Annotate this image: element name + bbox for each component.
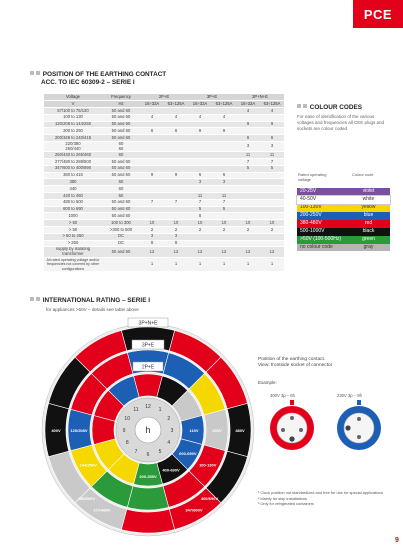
table-cell: 57/100 to 75/130 <box>44 108 102 115</box>
footnote: ³ Only for refrigerated containers <box>258 501 315 506</box>
table-cell <box>140 186 164 193</box>
table-cell: 12 <box>140 247 164 257</box>
colour-code-voltage: 200-250V <box>300 211 322 218</box>
table-cell: 50 and 60 <box>102 121 140 128</box>
table-cell: 50 and 60 <box>102 172 140 179</box>
table-cell: 50 and 60 <box>102 159 140 166</box>
table-cell <box>236 186 260 193</box>
table-cell <box>188 108 212 115</box>
position-text <box>258 357 378 369</box>
colour-code-voltage: no colour code <box>300 243 333 250</box>
plug-illustrations <box>262 400 392 465</box>
colour-code-voltage: 40-50V <box>300 195 317 202</box>
table-cell: 250/440 to 265/460 <box>44 152 102 159</box>
footnote: ² Mainly for ship installations <box>258 495 307 501</box>
table-cell <box>164 179 188 186</box>
table-row <box>44 227 284 234</box>
colour-code-name: green <box>362 235 375 242</box>
table-cell <box>188 152 212 159</box>
table-cell <box>164 108 188 115</box>
table-cell: 480 to 500 <box>44 199 102 206</box>
table-units <box>44 101 284 108</box>
unit-cell: 63÷125A <box>164 101 188 108</box>
table-cell: 277/480 to 288/500 <box>44 159 102 166</box>
clock-number: 9 <box>122 428 126 434</box>
table-cell: DC <box>102 233 140 240</box>
table-cell: 2 <box>140 227 164 234</box>
table-cell: 6 <box>212 172 236 179</box>
colour-code-row <box>297 228 390 236</box>
table-cell <box>260 199 284 206</box>
colour-code-name: violet <box>362 188 375 194</box>
table-cell <box>236 206 260 213</box>
ring-label: 230V <box>212 427 222 433</box>
table-cell: 10 <box>260 220 284 227</box>
table-row <box>44 179 284 186</box>
table-cell: supply by isolating transformer <box>44 247 102 257</box>
table-cell: 120/208 to 144/250 <box>44 121 102 128</box>
colour-code-row <box>297 244 390 252</box>
table-row <box>44 121 284 128</box>
table-cell: 1000 <box>44 213 102 220</box>
colour-code-row <box>297 220 390 228</box>
table-cell: 50 and 60 <box>102 213 140 220</box>
international-subtitle: for appliances >50V – details see table above <box>46 307 139 312</box>
unit-cell: V <box>44 101 102 108</box>
colour-code-name: red <box>364 219 373 226</box>
table-cell: 11 <box>212 193 236 200</box>
table-cell: 7 <box>212 199 236 206</box>
colour-code-voltage: 20-25V <box>300 188 317 194</box>
colour-code-list <box>297 188 390 252</box>
table-cell: 9 <box>260 121 284 128</box>
table-cell: 10 <box>140 220 164 227</box>
colour-code-row <box>297 188 390 196</box>
table-cell <box>260 213 284 220</box>
table-row <box>44 206 284 213</box>
earthing-title-line1: POSITION OF THE EARTHING CONTACT <box>42 71 167 78</box>
international-rating-diagram <box>0 310 260 550</box>
table-cell: 7 <box>188 199 212 206</box>
table-row <box>44 152 284 159</box>
earthing-table <box>44 94 284 272</box>
table-row <box>44 172 284 179</box>
table-cell <box>260 193 284 200</box>
unit-cell: 16÷32A <box>236 101 260 108</box>
table-cell: 6 <box>236 135 260 142</box>
colour-codes-text: For ease of identification of the various voltages and frequencies all CEE plugs and sockets are colour coded. <box>297 114 385 131</box>
table-cell <box>212 240 236 247</box>
table-row <box>44 199 284 206</box>
table-cell <box>212 152 236 159</box>
table-cell: 60 <box>102 152 140 159</box>
table-cell <box>212 165 236 172</box>
table-cell: >300 to 500 <box>102 227 140 234</box>
table-cell: 12 <box>236 247 260 257</box>
clock-number: 4 <box>167 440 171 446</box>
plug-blue-230v <box>337 400 381 450</box>
table-cell: 50 and 60 <box>102 206 140 213</box>
unit-cell: Hz <box>102 101 140 108</box>
table-cell <box>260 233 284 240</box>
table-cell: 60 <box>102 186 140 193</box>
table-cell: 6 <box>140 128 164 135</box>
table-cell: 3 <box>236 142 260 152</box>
table-cell <box>236 199 260 206</box>
table-cell <box>140 121 164 128</box>
table-cell <box>164 165 188 172</box>
table-cell <box>140 159 164 166</box>
colour-codes-title <box>297 104 362 111</box>
table-cell <box>140 213 164 220</box>
table-cell <box>188 233 212 240</box>
table-cell: 50 and 60 <box>102 128 140 135</box>
table-cell <box>260 172 284 179</box>
clock-number: 3 <box>170 428 174 434</box>
table-cell <box>164 206 188 213</box>
table-cell <box>140 152 164 159</box>
table-cell <box>236 213 260 220</box>
ring-label: 600-690V <box>179 450 197 456</box>
table-row <box>44 142 284 152</box>
table-cell <box>188 142 212 152</box>
table-cell: 8 <box>188 213 212 220</box>
table-cell: 11 <box>188 193 212 200</box>
table-cell <box>236 193 260 200</box>
ring-label: 277/480V <box>93 507 111 513</box>
table-cell: 100 to 130 <box>44 114 102 121</box>
table-cell: 50 and 60 <box>102 114 140 121</box>
table-cell <box>164 135 188 142</box>
table-cell: 9 <box>164 172 188 179</box>
table-cell <box>212 108 236 115</box>
table-row <box>44 186 284 193</box>
ring-label: 100-130V <box>199 462 217 468</box>
table-cell: 4 <box>140 114 164 121</box>
table-cell <box>236 128 260 135</box>
table-cell <box>212 121 236 128</box>
table-cell <box>236 240 260 247</box>
table-row <box>44 159 284 166</box>
table-cell <box>140 206 164 213</box>
table-cell <box>164 152 188 159</box>
table-cell: 4 <box>164 114 188 121</box>
table-cell <box>164 159 188 166</box>
plug-red-400v <box>270 400 314 450</box>
table-cell <box>260 186 284 193</box>
ring-label: 288/500V <box>77 496 96 502</box>
table-row <box>44 114 284 121</box>
table-cell <box>236 172 260 179</box>
table-cell: 1 <box>188 257 212 272</box>
ring-segment <box>127 486 168 510</box>
table-cell: 12 <box>188 247 212 257</box>
table-cell: 8 <box>140 240 164 247</box>
table-cell <box>188 240 212 247</box>
table-cell <box>188 186 212 193</box>
ring-label: 200-250V <box>139 473 157 479</box>
unit-cell: 16÷32A <box>140 101 164 108</box>
table-row <box>44 240 284 247</box>
ring-label: 400V <box>51 427 61 433</box>
table-cell: 4 <box>236 108 260 115</box>
table-cell: 3 <box>260 142 284 152</box>
table-cell: 380 to 415 <box>44 172 102 179</box>
table-cell: 6 <box>164 128 188 135</box>
table-cell: 5 <box>236 165 260 172</box>
table-row <box>44 108 284 115</box>
colour-code-name: gray <box>363 243 374 250</box>
table-cell: 7 <box>164 199 188 206</box>
header-voltage: Voltage <box>44 94 102 101</box>
unit-cell: 16÷32A <box>188 101 212 108</box>
table-cell <box>260 206 284 213</box>
unit-cell: 63÷125A <box>212 101 236 108</box>
table-cell <box>140 135 164 142</box>
table-row <box>44 247 284 257</box>
ring-label: 480V <box>235 427 245 433</box>
clock-number: 10 <box>124 416 130 422</box>
earthing-title-line2: ACC. TO IEC 60309-2 – SERIE I <box>41 79 135 86</box>
table-cell: 4 <box>188 114 212 121</box>
international-title-text: INTERNATIONAL RATING – SERIE I <box>42 297 151 304</box>
table-cell: 11 <box>260 152 284 159</box>
table-row <box>44 165 284 172</box>
table-row <box>44 128 284 135</box>
position-text-line2: View: frontside socket of connector <box>258 363 333 369</box>
table-cell: All rated operating voltage and/or frequencies not covered by other configurations <box>44 257 102 272</box>
header-3pne: 3P+N+E <box>236 94 284 101</box>
table-cell: 440 to 460 <box>44 193 102 200</box>
table-cell: 6 <box>188 172 212 179</box>
table-cell: 50 and 60 <box>102 135 140 142</box>
table-cell <box>188 165 212 172</box>
colour-head-colour: Colour code <box>352 172 374 177</box>
table-cell: 3 <box>164 233 188 240</box>
table-cell <box>212 186 236 193</box>
table-cell: 11 <box>236 152 260 159</box>
table-row <box>44 135 284 142</box>
table-cell: 50 and 60 <box>102 199 140 206</box>
colour-code-row <box>297 212 390 220</box>
table-cell: 10 <box>212 220 236 227</box>
table-cell: 6 <box>260 135 284 142</box>
table-cell <box>140 193 164 200</box>
colour-code-row <box>297 236 390 244</box>
ring-label: 347/600V <box>185 507 203 513</box>
colour-code-name: yellow <box>361 203 376 210</box>
table-cell: > 50 <box>44 227 102 234</box>
table-cell: 9 <box>212 128 236 135</box>
clock-number: 1 <box>158 407 162 414</box>
table-cell: 10 <box>236 220 260 227</box>
table-cell: 2 <box>260 227 284 234</box>
table-cell: 1 <box>164 257 188 272</box>
table-cell <box>188 159 212 166</box>
table-cell: DC <box>102 240 140 247</box>
table-cell: 50 and 60 <box>102 247 140 257</box>
clock-number: 8 <box>125 440 129 446</box>
table-cell: 600 to 690 <box>44 206 102 213</box>
table-cell: > 50 to 250 <box>44 233 102 240</box>
table-cell: 9 <box>188 128 212 135</box>
table-cell: 3 <box>188 179 212 186</box>
colour-code-voltage: 100-130V <box>300 203 322 210</box>
table-cell <box>164 121 188 128</box>
page-number: 9 <box>395 537 399 544</box>
table-cell: 8 <box>164 240 188 247</box>
footnote: ¹ Clock position not standardized and free for use for special applications <box>258 490 384 495</box>
table-cell: 60 <box>102 179 140 186</box>
table-cell: 60 <box>102 193 140 200</box>
table-row <box>44 257 284 272</box>
table-cell: 2 <box>212 227 236 234</box>
table-cell: 7 <box>140 199 164 206</box>
table-cell: 50 and 60 <box>102 108 140 115</box>
colour-code-voltage: 500-1000V <box>300 227 325 234</box>
table-cell: 380 <box>44 179 102 186</box>
table-cell: > 250 <box>44 240 102 247</box>
table-cell <box>260 128 284 135</box>
table-cell <box>140 142 164 152</box>
center-label: h <box>145 425 151 435</box>
table-cell: 440 <box>44 186 102 193</box>
ring-label: 400-690V <box>162 467 180 473</box>
header-2pe: 2P+E <box>140 94 188 101</box>
table-cell: 3 <box>212 179 236 186</box>
table-cell <box>164 193 188 200</box>
table-cell: 7 <box>236 159 260 166</box>
table-cell: 2 <box>236 227 260 234</box>
table-cell <box>140 108 164 115</box>
plug-label-400v: 400V 3p – 6h <box>270 393 295 398</box>
table-cell: 10 <box>164 220 188 227</box>
table-cell <box>236 179 260 186</box>
table-cell: 200 to 250 <box>44 128 102 135</box>
table-cell: 220/380 250/440 <box>44 142 102 152</box>
ring-label: 400/690V <box>200 496 219 502</box>
international-title <box>30 297 150 305</box>
table-cell: 100 to 300 <box>102 220 140 227</box>
table-row <box>44 193 284 200</box>
table-cell: 10 <box>188 220 212 227</box>
clock-number: 2 <box>167 416 171 422</box>
table-row <box>44 213 284 220</box>
header-frequency: Frequency <box>102 94 140 101</box>
table-cell: 12 <box>212 247 236 257</box>
table-cell: 2 <box>188 227 212 234</box>
table-cell: 60 60 <box>102 142 140 152</box>
footnotes <box>258 490 398 507</box>
table-cell <box>212 159 236 166</box>
table-cell: 1 <box>260 257 284 272</box>
table-cell <box>140 179 164 186</box>
clock-number: 5 <box>158 448 162 455</box>
colour-head-voltage: Rated operating voltage <box>298 172 327 182</box>
table-cell <box>212 142 236 152</box>
ring-segment <box>121 509 174 533</box>
table-cell: 5 <box>188 206 212 213</box>
table-cell <box>212 135 236 142</box>
table-cell <box>164 186 188 193</box>
ring-label: 144/250V <box>79 462 97 468</box>
table-row <box>44 220 284 227</box>
table-cell: 5 <box>212 206 236 213</box>
table-cell: 7 <box>260 159 284 166</box>
table-row <box>44 233 284 240</box>
position-text-line1: Position of the earthing contact. <box>258 357 326 362</box>
top-label: 2P+E <box>141 364 155 371</box>
table-cell: 2 <box>164 227 188 234</box>
table-cell: 50 and 60 <box>102 165 140 172</box>
colour-code-row <box>297 204 390 212</box>
earthing-title <box>30 71 166 87</box>
top-label: 3P+E <box>141 342 155 349</box>
table-cell <box>102 257 140 272</box>
table-cell <box>260 179 284 186</box>
ring-label: 120/208V <box>70 427 88 433</box>
table-cell: 4 <box>260 108 284 115</box>
table-cell <box>260 114 284 121</box>
table-cell: 12 <box>260 247 284 257</box>
table-cell: 5 <box>260 165 284 172</box>
table-cell: 1 <box>236 257 260 272</box>
table-cell: 4 <box>212 114 236 121</box>
table-header <box>44 94 284 101</box>
table-cell <box>164 213 188 220</box>
table-cell <box>188 121 212 128</box>
table-cell: 3 <box>140 233 164 240</box>
clock-number: 6 <box>146 452 150 458</box>
table-cell <box>260 240 284 247</box>
unit-cell: 63÷125A <box>260 101 284 108</box>
colour-code-name: black <box>362 227 375 234</box>
colour-code-row <box>297 196 390 204</box>
table-cell: 9 <box>140 172 164 179</box>
table-cell: 12 <box>164 247 188 257</box>
header-3pe: 3P+E <box>188 94 236 101</box>
plug-label-230v: 230V 3p – 9h <box>337 393 362 398</box>
table-cell: > 50 <box>44 220 102 227</box>
table-cell <box>236 114 260 121</box>
table-cell <box>212 213 236 220</box>
top-label: 3P+N+E <box>138 320 158 327</box>
colour-code-name: white <box>362 195 375 202</box>
ring-label: 110V <box>189 427 199 433</box>
table-cell <box>188 135 212 142</box>
clock-number: 11 <box>133 407 139 414</box>
table-cell <box>236 233 260 240</box>
table-cell: 347/600 to 400/690 <box>44 165 102 172</box>
table-cell: 200/346 to 240/415 <box>44 135 102 142</box>
colour-code-name: blue <box>363 211 374 218</box>
table-cell: 9 <box>236 121 260 128</box>
colour-code-voltage: 380-480V <box>300 219 322 226</box>
clock-number: 7 <box>134 448 138 455</box>
table-cell <box>164 142 188 152</box>
example-label: Example: <box>258 380 277 385</box>
pce-logo: PCE <box>353 0 403 28</box>
table-cell <box>212 233 236 240</box>
table-cell <box>140 165 164 172</box>
table-cell: 1 <box>140 257 164 272</box>
colour-code-voltage: >50V (100-500Hz) <box>300 235 341 242</box>
table-cell: 1 <box>212 257 236 272</box>
clock-number: 12 <box>145 404 151 410</box>
colour-codes-title-text: COLOUR CODES <box>309 104 362 111</box>
